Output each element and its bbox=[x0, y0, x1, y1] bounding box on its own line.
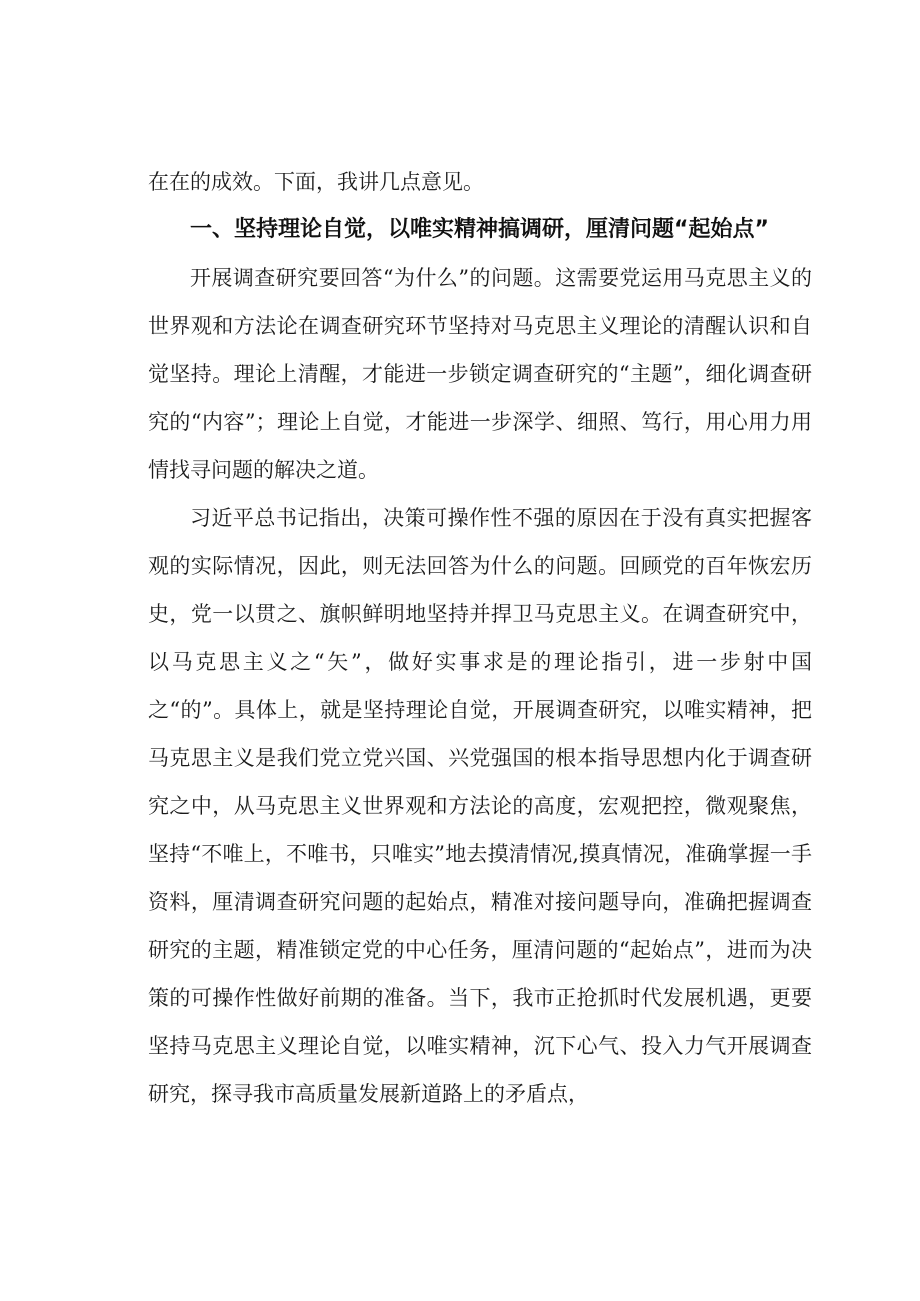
lead-line: 在在的成效。下面，我讲几点意见。 bbox=[148, 170, 484, 194]
section-heading: 一、坚持理论自觉，以唯实精神搞调研，厘清问题“起始点” bbox=[190, 217, 769, 242]
paragraph-1: 开展调查研究要回答“为什么”的问题。这需要党运用马克思主义的世界观和方法论在调查研究环节坚持对马克思主义理论的清醒认识和自觉坚持。理论上清醒，才能进一步锁定调查研究的“主题”，细化调查研究的“内容”；理论上自觉，才能进一步深学、细照、笃行，用心用力用情找寻问题的解决之道。 bbox=[148, 266, 812, 482]
paragraph-2: 习近平总书记指出，决策可操作性不强的原因在于没有真实把握客观的实际情况，因此，则无法回答为什么的问题。回顾党的百年恢宏历史，党一以贯之、旗帜鲜明地坚持并捍卫马克思主义。在调查研究中，以马克思主义之“矢”，做好实事求是的理论指引，进一步射中国之“的”。具体上，就是坚持理论自觉，开展调查研究，以唯实精神，把马克思主义是我们党立党兴国、兴党强国的根本指导思想内化于调查研究之中，从马克思主义世界观和方法论的高度，宏观把控，微观聚焦，坚持“不唯上，不唯书，只唯实”地去摸清情况,摸真情况，准确掌握一手资料，厘清调查研究问题的起始点，精准对接问题导向，准确把握调查研究的主题，精准锁定党的中心任务，厘清问题的“起始点”，进而为决策的可操作性做好前期的准备。当下，我市正抢抓时代发展机遇，更要坚持马克思主义理论自觉，以唯实精神，沉下心气、投入力气开展调查研究，探寻我市高质量发展新道路上的矛盾点， bbox=[148, 506, 812, 1106]
document-body bbox=[148, 158, 812, 1118]
